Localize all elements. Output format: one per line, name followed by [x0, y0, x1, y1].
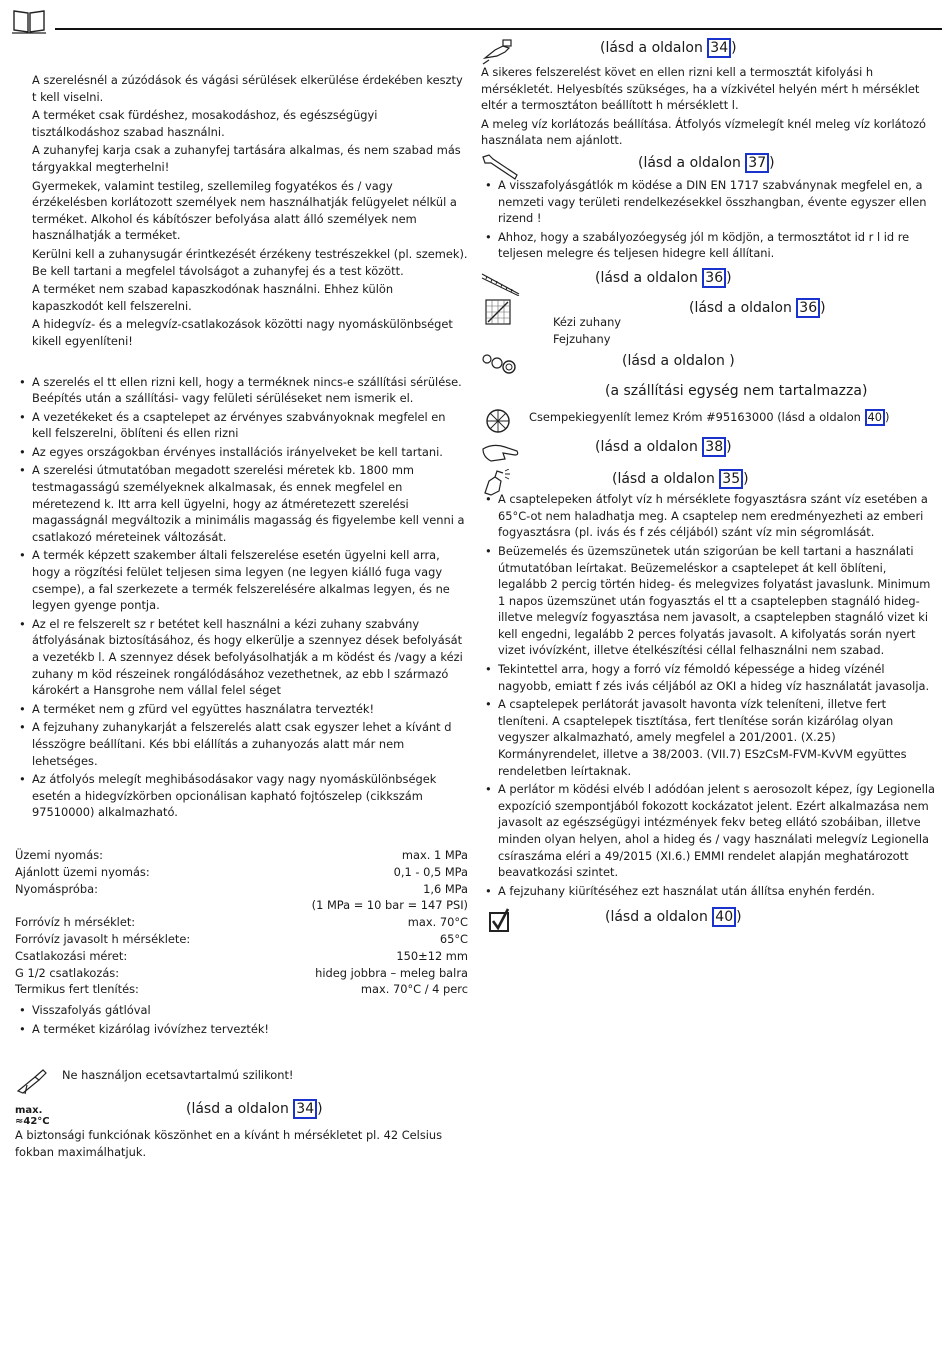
install-list	[15, 374, 468, 821]
cleaning-head	[481, 437, 936, 465]
spec-row: Forróvíz javasolt h mérséklete: 65°C	[15, 931, 468, 946]
page-link[interactable]: 36	[702, 268, 726, 288]
service-list	[481, 177, 936, 262]
list-item: • Az el re felszerelt sz r betétet kell használni a kézi zuhany szabvány átfolyásának biztosításához, és hogy elkerülje a szennyez dések befolyását a vezetékb l. A szennyez dések befolyásolhatják a m ködést és /vagy a kézi zuhany m köd részeinek rongálódásához vezethetnek, az ebb l származó károkért a Hansgrohe nem vállal felel séget	[15, 616, 468, 699]
spec-table	[15, 847, 468, 998]
page-link[interactable]: 37	[745, 153, 769, 173]
list-item: • A csaptelepek perlátorát javasolt havonta vízk teleníteni, illetve fert tleníteni. A csaptelepek tisztítása, fert tlenítése során kizárólag olyan vegyszer alkalmazható, amely megfelel a 201/2001. (X.25) Kormányrendelet, illetve a 38/2003. (VII.7) ESzCsM-FVM-KvVM együttes rendeletben leírtaknak.	[481, 696, 936, 779]
spec-row: Csatlakozási méret: 150±12 mm	[15, 948, 468, 963]
adjust-head	[481, 38, 936, 66]
silicone-note-text: Ne használjon ecetsavtartalmú szilikont!	[62, 1068, 294, 1083]
list-item: • A fejzuhany kiürítéséhez ezt használat után állítsa enyhén ferdén.	[481, 883, 936, 900]
left-column	[15, 72, 468, 1162]
list-item: Fejzuhany	[553, 331, 611, 346]
page-link[interactable]: 36	[796, 298, 820, 318]
flow-chart-icon	[481, 298, 515, 326]
test-head	[481, 907, 936, 935]
escutcheon-icon	[481, 407, 515, 435]
spec-row: Ajánlott üzemi nyomás: 0,1 - 0,5 MPa	[15, 864, 468, 879]
spec-row: Termikus fert tlenítés: max. 70°C / 4 perc	[15, 982, 468, 997]
list-item: • A perlátor m ködési elvéb l adódóan jelent s aerosozolt képez, így Legionella expozíció szempontjából fokozott kockázatot jelent. Ezért alkalmazása nem javasolt az egészségügyi intézmények fekv beteg ellátó szobáiban, illetve minden olyan helyen, ahol a hideg és / vagy használati melegvíz Legionella csíraszáma eléri a 49/2015 (XI.6.) EMMI rendelet alapján meghatározott beavatkozási szintet.	[481, 781, 936, 881]
safety-paragraph: Gyermekek, valamint testileg, szellemileg fogyatékos és / vagy érzékelésben korlátozott személyek nem használhatják felügyelet nélkül a terméket. Alkohol és kábítószer befolyása alatt álló személyek nem használhatják a terméket.	[32, 178, 457, 243]
list-item: • A visszafolyásgátlók m ködése a DIN EN 1717 szabványnak megfelel en, a nemzeti vagy területi rendelkezésekkel összhangban, évente egyszer ellen rizend !	[481, 177, 936, 227]
spec-row: Nyomáspróba: 1,6 MPa	[15, 881, 468, 896]
spec-row: (1 MPa = 10 bar = 147 PSI)	[311, 898, 468, 913]
safety-paragraph: A hidegvíz- és a melegvíz-csatlakozások közötti nagy nyomáskülönbséget kikell egyenlíteni!	[32, 317, 453, 348]
list-item: • A terméket kizárólag ivóvízhez tervezték!	[15, 1021, 468, 1038]
cleaning-hand-icon	[481, 437, 515, 465]
right-column	[481, 38, 936, 935]
list-item: • Ahhoz, hogy a szabályozóegység jól m ködjön, a termosztátot id r l id re teljesen melegre és teljesen hidegre kell állítani.	[481, 229, 936, 262]
safety-paragraph: A terméket csak fürdéshez, mosakodáshoz, és egészségügyi tisztálkodáshoz szabad használni.	[32, 108, 378, 139]
header-rule	[55, 28, 942, 30]
page-link[interactable]: 40	[712, 907, 736, 927]
page-link[interactable]: 38	[702, 437, 726, 457]
flow-head	[481, 298, 936, 326]
safety-section	[15, 72, 468, 350]
cleaning-list	[481, 491, 936, 899]
spec-row: G 1/2 csatlakozás: hideg jobbra – meleg balra	[15, 965, 468, 980]
list-item: • A szerelési útmutatóban megadott szerelési méretek kb. 1800 mm testmagasságú személyeknek alkalmasak, és ennek megfelel en méretezend k. Itt arra kell ügyelni, hogy az átméretezett szerelési magasságnál megváltozik a minimális magasság és figyelembe kell venni a csatlakozó méreteinek változását.	[15, 462, 468, 545]
list-item: • A csaptelepeken átfolyt víz h mérséklete fogyasztásra szánt víz esetében a 65°C-ot nem haladhatja meg. A csaptelep nem eredményezheti az emberi fogyasztásra (pl. ivás és f zés céljából) szánt víz min ségromlását.	[481, 491, 936, 541]
adjust-hand-icon	[481, 38, 515, 66]
page-link[interactable]: 40	[865, 409, 886, 426]
list-item: Kézi zuhany	[553, 314, 622, 329]
spec-row: Üzemi nyomás: max. 1 MPa	[15, 847, 468, 862]
page-reference: (lásd a oldalon 34 )	[600, 40, 737, 56]
ruler-icon	[481, 268, 515, 296]
list-item: • A fejzuhany zuhanykarját a felszerelés alatt csak egyszer lehet a kívánt d lésszögre beállítani. Kés bbi elállítás a zuhanyozás alatt már nem lehetséges.	[15, 719, 468, 769]
list-item: • A terméket nem g zfürd vel együttes használatra tervezték!	[15, 701, 468, 718]
list-item: • Visszafolyás gátlóval	[15, 1002, 468, 1019]
not-included-text: (a szállítási egység nem tartalmazza)	[605, 383, 868, 400]
page-link[interactable]: 35	[719, 469, 743, 489]
page-reference: (lásd a oldalon )	[622, 353, 735, 370]
safety-paragraph: A terméket nem szabad kapaszkodónak használni. Ehhez külön kapaszkodót kell felszerelni.	[32, 282, 394, 313]
page-reference: (lásd a oldalon 40 )	[605, 909, 742, 926]
temp-limit-head	[15, 1099, 468, 1127]
silicone-note	[15, 1067, 468, 1095]
checkbox-icon	[481, 907, 515, 935]
list-item: • A vezetékeket és a csaptelepet az érvényes szabványoknak megfelel en kell felszerelni, öblíteni és ellen rizni	[15, 409, 468, 442]
page-reference: (lásd a oldalon 38 )	[595, 439, 732, 456]
max-temp-icon: max. ≈42°C	[15, 1105, 50, 1128]
silicone-gun-icon	[15, 1067, 49, 1095]
page-reference: (lásd a oldalon 35 )	[612, 471, 749, 488]
list-item: • Az egyes országokban érvényes installációs irányelveket be kell tartani.	[15, 444, 468, 461]
escutcheon-row	[481, 407, 936, 435]
dimensions-head	[481, 268, 936, 296]
safety-paragraph: Kerülni kell a zuhanysugár érintkezését érzékeny testrészekkel (pl. szemek). Be kell tartani a megfelel távolságot a zuhanyfej és a test között.	[32, 246, 468, 278]
list-item: • A szerelés el tt ellen rizni kell, hogy a terméknek nincs-e szállítási sérülése. Beépítés után a szállítási- vagy felületi sérüléseket nem ismerik el.	[15, 374, 468, 407]
spec-bullets	[15, 1002, 468, 1037]
safety-paragraph: A zuhanyfej karja csak a zuhanyfej tartására alkalmas, és nem szabad más tárgyakkal megterhelni!	[32, 143, 461, 174]
adjust-paragraph: A meleg víz korlátozás beállítása. Átfolyós vízmelegít knél meleg víz korlátozó használata nem ajánlott.	[481, 116, 927, 148]
list-item: • Az átfolyós melegít meghibásodásakor vagy nagy nyomáskülönbségek esetén a hidegvízkörben opcionálisan kapható fojtószelep (cikkszám 97510000) alkalmazható.	[15, 771, 468, 821]
spare-parts-icon	[481, 351, 515, 379]
safety-function-text: A biztonsági funkciónak köszönhet en a kívánt h mérsékletet pl. 42 Celsius fokban maximálhatjuk.	[15, 1128, 443, 1159]
spec-row: Forróvíz h mérséklet: max. 70°C	[15, 915, 468, 930]
page-reference: (lásd a oldalon 37 )	[638, 154, 775, 171]
page-link[interactable]: 34	[293, 1099, 317, 1119]
adjust-paragraph: A sikeres felszerelést követ en ellen rizni kell a termosztát kifolyási h mérsékletét. Helyesbítés szükséges, ha a vízkivétel helyén mért h mérséklet eltér a termosztáton beállított h mérséklett l.	[481, 65, 920, 113]
list-item: • A termék képzett szakember általi felszerelése esetén ügyelni kell arra, hogy a rögzítési felület teljesen sima legyen (ne legyen kiálló fuga vagy csempe), a fal szerkezete a termék felszerelésére alkalmas legyen, és ne legyen gyenge pontja.	[15, 547, 468, 613]
parts-head	[481, 351, 936, 379]
escutcheon-text: Csempekiegyenlít lemez Króm #95163000 (lásd a oldalon 40 )	[529, 410, 890, 425]
book-icon	[12, 8, 46, 34]
page-reference: (lásd a oldalon 36 )	[595, 269, 732, 286]
list-item: • Beüzemelés és üzemszünetek után szigorúan be kell tartani a használati útmutatóban leírtakat. Beüzemeléskor a csaptelepet át kell öblíteni, legalább 2 percig történ hideg- és melegvizes folyatást javaslunk. Minimum 1 napos üzemszünet után fogyasztás el tt a csaptelepben stagnáló hideg- illetve melegvíz fogyasztása nem javasolt, a csaptelepben stagnáló vizet ki kell engedni, legalább 2 perces folyatás javasolt. A kifolyatás során nyert vizet ivóvízként, illetve ételkészítési céllal felhasználni nem szabad.	[481, 543, 936, 659]
page-reference: (lásd a oldalon 34 )	[186, 1101, 323, 1118]
page-reference: (lásd a oldalon 36 )	[689, 299, 826, 316]
safety-paragraph: A szerelésnél a zúzódások és vágási sérülések elkerülése érdekében keszty t kell viselni.	[32, 73, 463, 104]
page-link[interactable]: 34	[707, 38, 731, 58]
list-item: • Tekintettel arra, hogy a forró víz fémoldó képessége a hideg vízénél nagyobb, emiatt f zés ivás céljából az OKI a hideg víz használatát javasolja.	[481, 661, 936, 694]
